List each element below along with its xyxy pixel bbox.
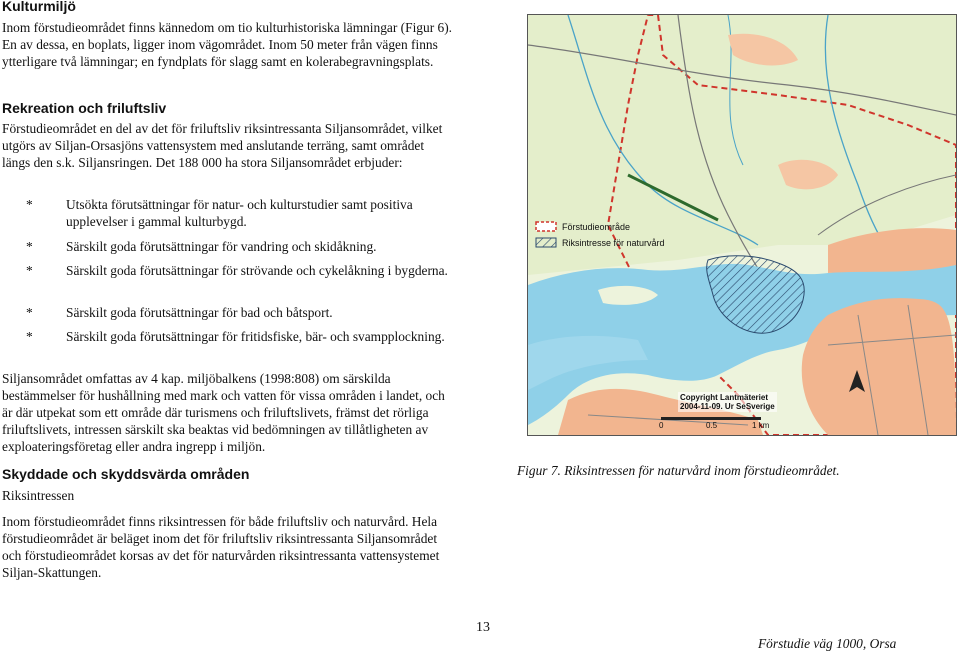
bullet-marker: * bbox=[26, 197, 33, 212]
scale-label-1km: 1 km bbox=[752, 421, 770, 430]
page-number: 13 bbox=[476, 620, 490, 635]
rekreation-paragraph: Förstudieområdet en del av det för friluftsliv riksintressanta Siljansområdet, vilket utgörs av Siljan-Orsasjöns vattensystem med anslutande terräng, samt området längs den s.k. Siljansringen. Det 188 000 ha stora Siljansområdet erbjuder: bbox=[2, 121, 443, 170]
list-item bbox=[26, 328, 456, 345]
list-item-text: Särskilt goda förutsättningar för vandring och skidåkning. bbox=[66, 239, 377, 254]
scale-bar bbox=[661, 417, 761, 420]
list-item bbox=[26, 262, 456, 279]
map-copyright bbox=[678, 392, 777, 412]
north-arrow-icon bbox=[848, 370, 866, 394]
legend-riksintresse-label: Riksintresse för naturvård bbox=[562, 238, 665, 248]
kulturmiljo-paragraph: Inom förstudieområdet finns kännedom om tio kulturhistoriska lämningar (Figur 6). En av dessa, en boplats, ligger inom vägområdet. Inom 50 meter från vägen finns ytterligare två lämningar; en fyndplats för slagg samt en kolerabegravningsplats. bbox=[2, 20, 452, 69]
legend-forstudie-swatch bbox=[536, 222, 556, 231]
skyddade-heading: Skyddade och skyddsvärda områden bbox=[2, 466, 250, 482]
list-item bbox=[26, 196, 456, 230]
list-item bbox=[26, 304, 456, 321]
bullet-marker: * bbox=[26, 263, 33, 278]
riksintressen-subheading: Riksintressen bbox=[2, 488, 75, 503]
map-figure bbox=[527, 14, 957, 436]
kulturmiljo-heading: Kulturmiljö bbox=[2, 0, 76, 14]
report-title: Förstudie väg 1000, Orsa bbox=[758, 636, 897, 651]
list-item-text: Särskilt goda förutsättningar för bad och båtsport. bbox=[66, 305, 333, 320]
copyright-line1: Copyright Lantmäteriet bbox=[680, 393, 769, 402]
rekreation-heading: Rekreation och friluftsliv bbox=[2, 100, 167, 116]
scale-label-0: 0 bbox=[659, 421, 664, 430]
siljan-paragraph: Siljansområdet omfattas av 4 kap. miljöbalkens (1998:808) om särskilda bestämmelser för hushållning med mark och vatten för vissa områden i landet, och är där utpekat som ett område där turismens och friluftslivets, främst det rörliga friluftslivets, intressen särskilt ska beaktas vid bedömningen av tillåtligheten av exploateringsföretag eller andra ingrepp i miljön. bbox=[2, 371, 445, 454]
list-item-text: Särskilt goda förutsättningar för strövande och cykelåkning i bygderna. bbox=[66, 263, 448, 278]
bullet-marker: * bbox=[26, 239, 33, 254]
list-item-text: Utsökta förutsättningar för natur- och kulturstudier samt positiva upplevelser i gammal kulturbygd. bbox=[66, 197, 413, 229]
list-item-text: Särskilt goda förutsättningar för fritidsfiske, bär- och svampplockning. bbox=[66, 329, 445, 344]
riksintressen-paragraph: Inom förstudieområdet finns riksintressen för både friluftsliv och naturvård. Hela förstudieområdet är beläget inom det för friluftsliv riksintressanta Siljansområdet och förstudieområdet korsas av det för naturvården riksintressanta vattensystemet Siljan-Skattungen. bbox=[2, 514, 440, 580]
copyright-line2: 2004-11-09. Ur SeSverige bbox=[680, 402, 775, 411]
urban-area bbox=[802, 298, 956, 435]
figure-caption: Figur 7. Riksintressen för naturvård inom förstudieområdet. bbox=[517, 463, 840, 478]
bullet-marker: * bbox=[26, 329, 33, 344]
list-item bbox=[26, 238, 456, 255]
legend-forstudie-label: Förstudieområde bbox=[562, 222, 631, 232]
scale-label-05: 0.5 bbox=[706, 421, 718, 430]
legend-riksintresse-swatch bbox=[536, 238, 556, 247]
bullet-marker: * bbox=[26, 305, 33, 320]
